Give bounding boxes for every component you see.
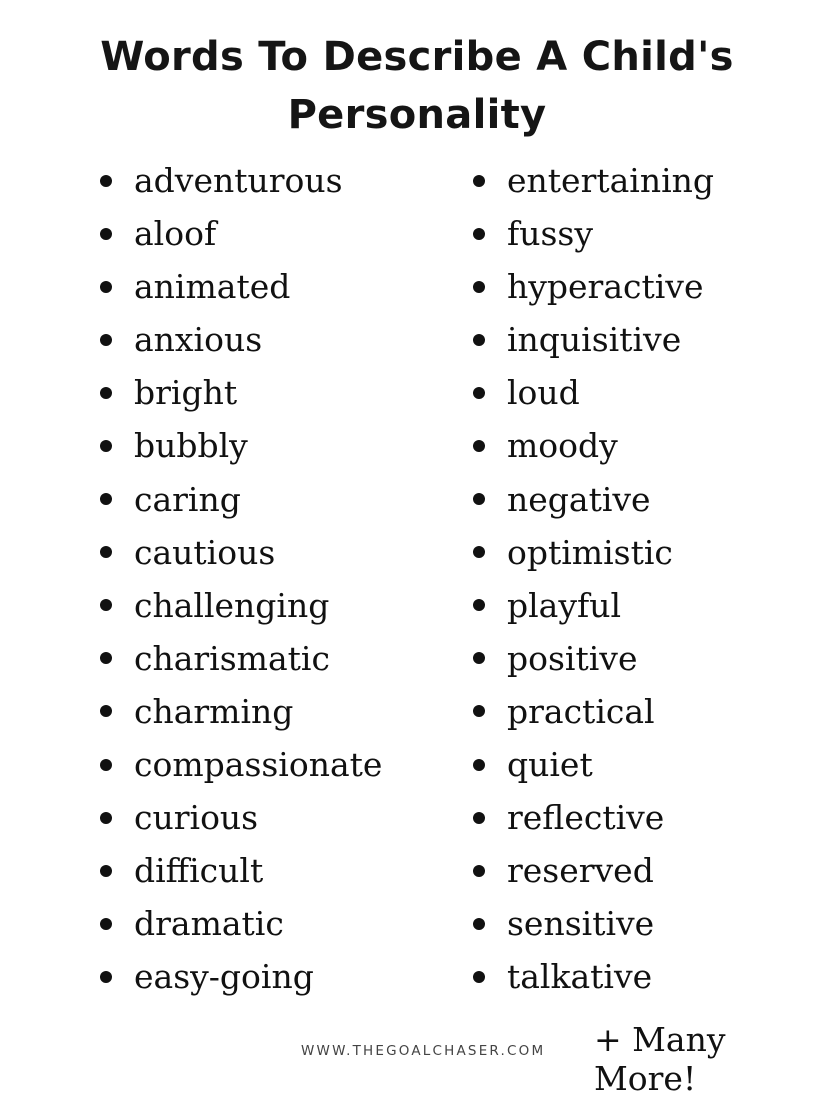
website-url: WWW.THEGOALCHASER.COM: [301, 1043, 546, 1059]
bullet-icon: [100, 334, 112, 346]
list-item: easy-going: [100, 950, 382, 1003]
bullet-icon: [473, 812, 485, 824]
list-item: dramatic: [100, 897, 382, 950]
list-item: sensitive: [473, 897, 714, 950]
bullet-icon: [100, 705, 112, 717]
bullet-icon: [100, 546, 112, 558]
bullet-icon: [473, 759, 485, 771]
bullet-icon: [100, 281, 112, 293]
bullet-icon: [100, 175, 112, 187]
bullet-icon: [473, 865, 485, 877]
bullet-icon: [100, 228, 112, 240]
list-item: adventurous: [100, 154, 382, 207]
bullet-icon: [473, 705, 485, 717]
list-item: inquisitive: [473, 313, 714, 366]
list-item: charismatic: [100, 632, 382, 685]
bullet-icon: [100, 759, 112, 771]
bullet-icon: [473, 493, 485, 505]
bullet-icon: [473, 440, 485, 452]
bullet-icon: [100, 812, 112, 824]
list-item: anxious: [100, 313, 382, 366]
bullet-icon: [100, 652, 112, 664]
list-item: fussy: [473, 207, 714, 260]
bullet-icon: [473, 175, 485, 187]
list-item: quiet: [473, 738, 714, 791]
list-item: difficult: [100, 844, 382, 897]
list-item: moody: [473, 419, 714, 472]
bullet-icon: [473, 599, 485, 611]
bullet-icon: [100, 387, 112, 399]
bullet-icon: [473, 334, 485, 346]
bullet-icon: [473, 387, 485, 399]
bullet-icon: [473, 546, 485, 558]
list-item: playful: [473, 579, 714, 632]
bullet-icon: [100, 493, 112, 505]
list-item: practical: [473, 685, 714, 738]
list-item: positive: [473, 632, 714, 685]
list-item: cautious: [100, 526, 382, 579]
list-item: reflective: [473, 791, 714, 844]
bullet-icon: [473, 918, 485, 930]
left-word-list: [100, 154, 382, 1004]
many-more-label: + Many More!: [594, 1020, 726, 1098]
list-item: reserved: [473, 844, 714, 897]
list-item: aloof: [100, 207, 382, 260]
list-item: optimistic: [473, 526, 714, 579]
list-item: hyperactive: [473, 260, 714, 313]
list-item: challenging: [100, 579, 382, 632]
list-item: negative: [473, 473, 714, 526]
bullet-icon: [473, 652, 485, 664]
bullet-icon: [473, 228, 485, 240]
page-title: [0, 28, 834, 144]
list-item: bright: [100, 366, 382, 419]
bullet-icon: [473, 281, 485, 293]
list-item: entertaining: [473, 154, 714, 207]
list-item: bubbly: [100, 419, 382, 472]
right-word-list: [473, 154, 714, 1004]
list-item: talkative: [473, 950, 714, 1003]
list-item: compassionate: [100, 738, 382, 791]
bullet-icon: [100, 918, 112, 930]
title-line-1: Words To Describe A Child's: [100, 34, 734, 80]
title-line-2: Personality: [287, 92, 547, 138]
bullet-icon: [473, 971, 485, 983]
bullet-icon: [100, 865, 112, 877]
bullet-icon: [100, 440, 112, 452]
list-item: curious: [100, 791, 382, 844]
list-item: animated: [100, 260, 382, 313]
bullet-icon: [100, 971, 112, 983]
bullet-icon: [100, 599, 112, 611]
list-item: caring: [100, 473, 382, 526]
list-item: charming: [100, 685, 382, 738]
list-item: loud: [473, 366, 714, 419]
